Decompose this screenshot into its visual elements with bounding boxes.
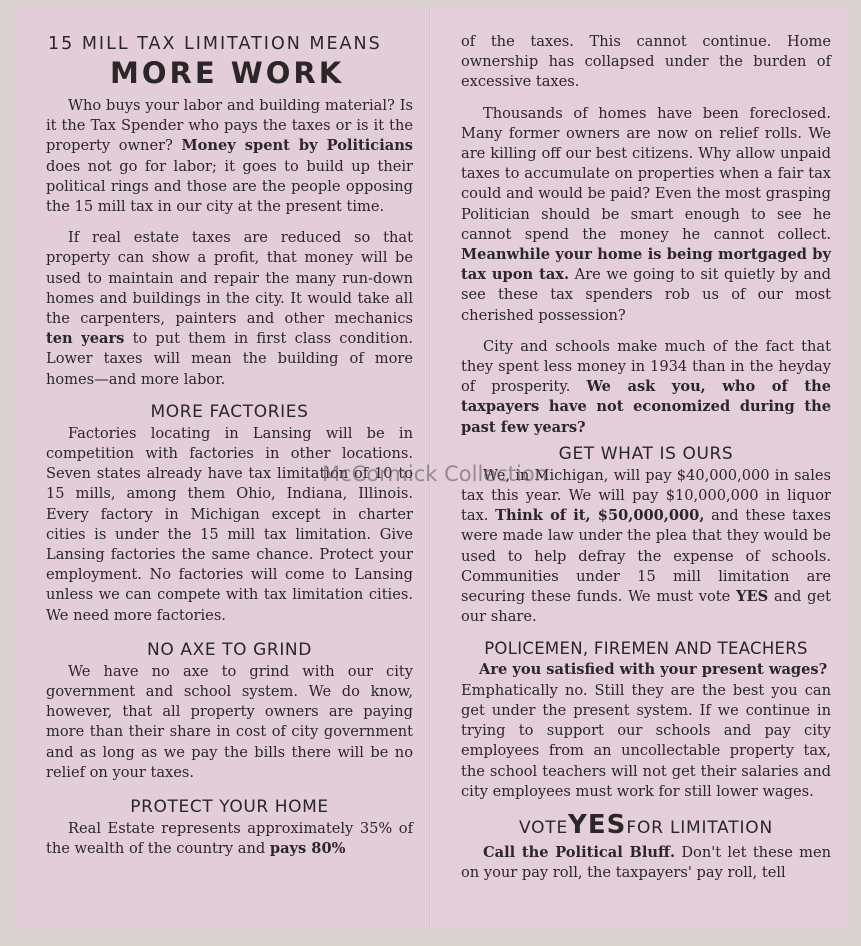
foreclosed-paragraph: Thousands of homes have been foreclosed. Many former owners are now on relief rolls. We are killing off our best citizens. Why allow unpaid taxes to accumulate on properties when a fair tax could and would be paid? Even the most grasping Politician should be smart enough to see he cannot spend the money he cannot collect. Meanwhile your home is being mortgaged by tax upon tax. Are we going to sit quietly by and see these tax spenders rob us of our most cherished possession?: [461, 104, 832, 324]
heading-no-axe: NO AXE TO GRIND: [147, 639, 312, 660]
intro-paragraph-2: If real estate taxes are reduced so that property can show a profit, that money will be used to maintain and repair the many run-down homes and buildings in the city. It would take all the carpenters, painters and other mechanics ten years to put them in first class condition. Lower taxes will mean the building of more homes—and more labor.: [46, 229, 414, 388]
factories-paragraph: Factories locating in Lansing will be in competition with factories in other locations. Seven states already have tax limitation of 10 to 15 mills, among them Ohio, Indiana, Illinois. Every factory in Michigan except in charter cities is under the 15 mill tax limitation. Give Lansing factories the same chance. Protect your employment. No factories will come to Lansing unless we can compete with tax limitation cities. We need more factories.: [46, 424, 413, 624]
continuation-paragraph: of the taxes. This cannot continue. Home ownership has collapsed under the burden of excessive taxes.: [461, 33, 831, 91]
yes-word: YES: [568, 809, 627, 840]
left-page: [14, 8, 430, 930]
police-paragraph: Are you satisfied with your present wages? Emphatically no. Still they are the best you can get under the present system. If we continue in trying to support our schools and pay city employees from an uncollectable property tax, the school teachers will not get their salaries and city employees must work for still lower wages.: [461, 661, 831, 800]
watermark: McCormick Collection: [322, 462, 548, 486]
ours-paragraph: We, in Michigan, will pay $40,000,000 in sales tax this year. We will pay $10,000,000 in liquor tax. Think of it, $50,000,000, and these taxes were made law under the plea that they would be used to help defray the expense of schools. Communities under 15 mill limitation are securing these funds. We must vote YES and get our share.: [461, 466, 832, 626]
heading-protect-home: PROTECT YOUR HOME: [130, 797, 329, 818]
home-paragraph: Real Estate represents approximately 35% of the wealth of the country and pays 80%: [46, 820, 413, 858]
title-line: 15 MILL TAX LIMITATION MEANS: [48, 34, 382, 54]
heading-get-what-is-ours: GET WHAT IS OURS: [558, 443, 734, 464]
schools-paragraph: City and schools make much of the fact that they spent less money in 1934 than in the heyday of prosperity. We ask you, who of the taxpayers have not economized during the past few years?: [461, 337, 831, 436]
heading-more-factories: MORE FACTORIES: [150, 401, 309, 422]
heading-vote-yes: VOTEYESFOR LIMITATION: [519, 809, 773, 840]
title-more-work: MORE WORK: [110, 56, 345, 90]
vote-paragraph: Call the Political Bluff. Don't let these men on your pay roll, the taxpayers' pay roll, tell: [461, 843, 831, 882]
right-page: [431, 8, 849, 930]
axe-paragraph: We have no axe to grind with our city government and school system. We do know, however, that all property owners are paying more than their share in cost of city government and as long as we pay the bills there will be no relief on your taxes.: [46, 662, 413, 781]
heading-policemen: POLICEMEN, FIREMEN AND TEACHERS: [484, 639, 808, 659]
intro-paragraph-1: Who buys your labor and building material? Is it the Tax Spender who pays the taxes or is it the property owner? Money spent by Politicians does not go for labor; it goes to build up their political rings and those are the people opposing the 15 mill tax in our city at the present time.: [46, 97, 414, 216]
